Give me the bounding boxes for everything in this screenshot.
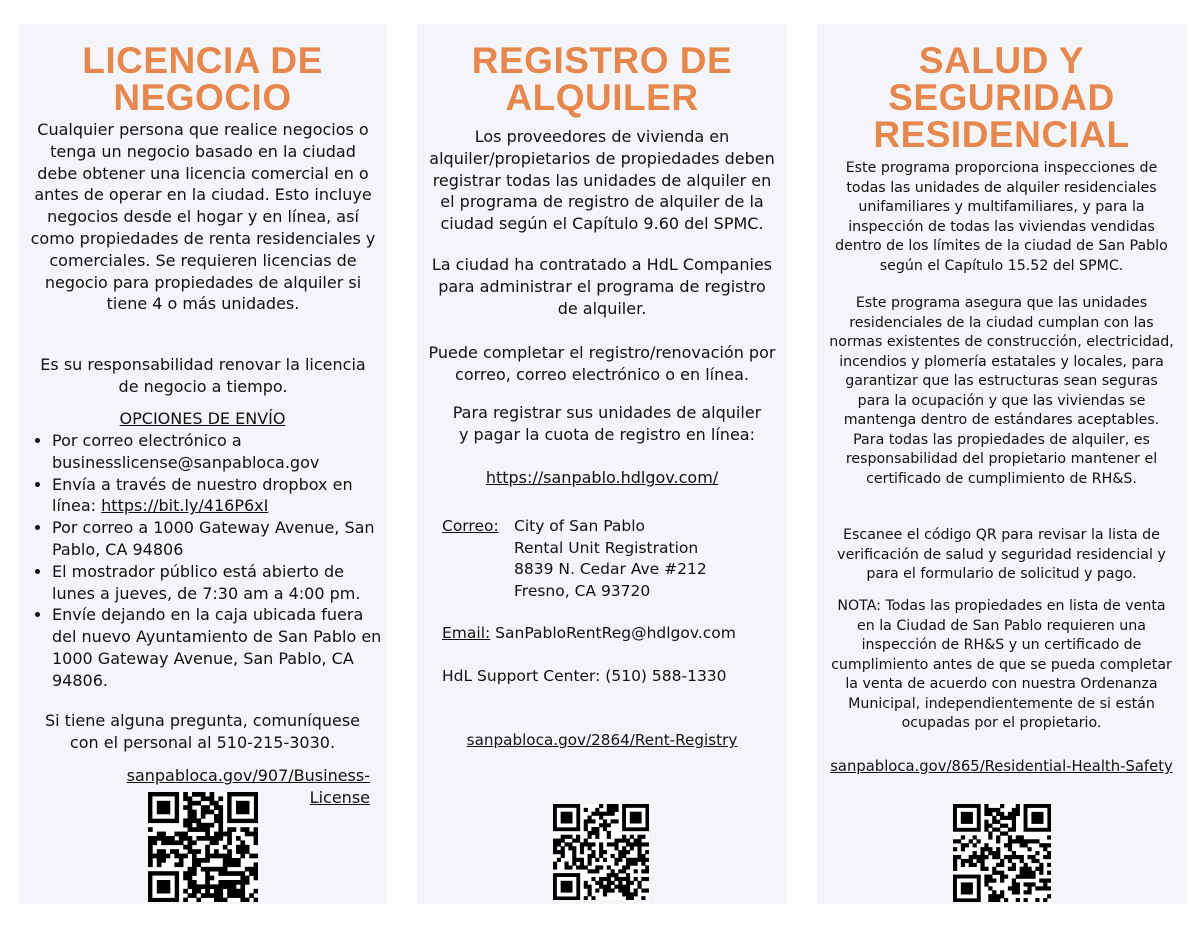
- rental-mail-address: [442, 516, 772, 600]
- mail-line: 8839 N. Cedar Ave #212: [514, 560, 707, 578]
- rental-complete: Puede completar el registro/renovación por correo, correo electrónico o en línea.: [428, 343, 776, 384]
- business-questions: Si tiene alguna pregunta, comuníquese con el personal al 510-215-3030.: [44, 711, 361, 752]
- options-list: [32, 430, 382, 692]
- health-safety-link[interactable]: sanpabloca.gov/865/Residential-Health-Safety: [830, 758, 1173, 775]
- list-item: [52, 474, 382, 518]
- business-license-panel: [18, 24, 387, 904]
- title-line: LICENCIA DE: [82, 40, 323, 81]
- title-line: RESIDENCIAL: [873, 114, 1130, 155]
- list-item: • El mostrador público está abierto de lunes a jueves, de 7:30 am a 4:00 pm.: [52, 561, 382, 605]
- title-line: SALUD Y: [918, 40, 1085, 81]
- title-line: NEGOCIO: [113, 77, 292, 118]
- email-label: Email:: [442, 624, 491, 642]
- rental-registry-link[interactable]: sanpabloca.gov/2864/Rent-Registry: [466, 731, 738, 749]
- list-item: • Por correo a 1000 Gateway Avenue, San Pablo, CA 94806: [52, 517, 382, 561]
- business-license-link[interactable]: sanpabloca.gov/907/Business-License: [126, 766, 370, 807]
- business-license-title: [18, 42, 387, 116]
- mail-label: Correo:: [442, 517, 499, 535]
- mail-line: Fresno, CA 93720: [514, 581, 651, 600]
- health-scan: Escanee el código QR para revisar la lista de verificación de salud y seguridad residencial y para el formulario de solicitud y pago.: [837, 527, 1166, 582]
- qr-code-icon[interactable]: [953, 804, 1051, 902]
- rental-registry-title: [417, 42, 787, 116]
- rental-online-link[interactable]: https://sanpablo.hdlgov.com/: [485, 468, 719, 487]
- rental-intro: Los proveedores de vivienda en alquiler/propietarios de propiedades deben registrar todas las unidades de alquiler en el programa de registro de alquiler de la ciudad según el Capítulo 9.60 del SPMC.: [429, 127, 775, 234]
- rental-email: [442, 623, 782, 645]
- list-item: • Por correo electrónico a businesslicense@sanpabloca.gov: [52, 430, 382, 474]
- qr-code-icon[interactable]: [148, 792, 258, 902]
- options-header: OPCIONES DE ENVÍO: [119, 409, 286, 428]
- health-intro: Este programa proporciona inspecciones de todas las unidades de alquiler residenciales unifamiliares y multifamiliares, y para la inspección de todas las viviendas vendidas dentro de los límites de la ciudad de San Pablo según el Capítulo 15.52 del SPMC.: [835, 160, 1168, 274]
- title-line: ALQUILER: [505, 77, 699, 118]
- health-safety-title: [817, 42, 1186, 153]
- email-value[interactable]: SanPabloRentReg@hdlgov.com: [495, 624, 736, 642]
- rental-registry-panel: [417, 24, 787, 904]
- rental-online: Para registrar sus unidades de alquiler y pagar la cuota de registro en línea:: [452, 403, 762, 444]
- dropbox-link[interactable]: https://bit.ly/416P6xI: [101, 496, 269, 516]
- health-note: NOTA: Todas las propiedades en lista de venta en la Ciudad de San Pablo requieren una inspección de RH&S y un certificado de cumplimiento antes de que se pueda completar la venta de acuerdo con nuestra Ordenanza Municipal, independientemente de si están ocupadas por el propietario.: [831, 598, 1172, 731]
- mail-line: Rental Unit Registration: [514, 538, 699, 557]
- mail-line: City of San Pablo: [514, 517, 646, 535]
- health-assure: Este programa asegura que las unidades residenciales de la ciudad cumplan con las normas existentes de construcción, electricidad, incendios y plomería estatales y locales, para garantizar que las estructuras sean seguras para la ocupación y que las viviendas se mantenga dentro de estándares aceptables. Para todas las propiedades de alquiler, es responsabilidad del propietario mantener el certificado de cumplimiento de RH&S.: [829, 295, 1174, 487]
- qr-code-icon[interactable]: [553, 804, 649, 900]
- title-line: SEGURIDAD: [888, 77, 1115, 118]
- business-renew: Es su responsabilidad renovar la licencia de negocio a tiempo.: [40, 355, 366, 396]
- health-safety-panel: [817, 24, 1186, 904]
- mail-lines: [514, 516, 707, 602]
- rental-contract: La ciudad ha contratado a HdL Companies para administrar el programa de registro de alquiler.: [431, 255, 773, 318]
- list-item: • Envíe dejando en la caja ubicada fuera del nuevo Ayuntamiento de San Pablo en 1000 Gateway Avenue, San Pablo, CA 94806.: [52, 604, 382, 691]
- rental-support: HdL Support Center: (510) 588-1330: [442, 667, 727, 685]
- title-line: REGISTRO DE: [471, 40, 733, 81]
- business-intro: Cualquier persona que realice negocios o tenga un negocio basado en la ciudad debe obtener una licencia comercial en o antes de operar en la ciudad. Esto incluye negocios desde el hogar y en línea, así como propiedades de renta residenciales y comerciales. Se requieren licencias de negocio para propiedades de alquiler si tiene 4 o más unidades.: [30, 120, 376, 314]
- list-item-text: Envía a través de nuestro dropbox en línea:: [52, 474, 353, 516]
